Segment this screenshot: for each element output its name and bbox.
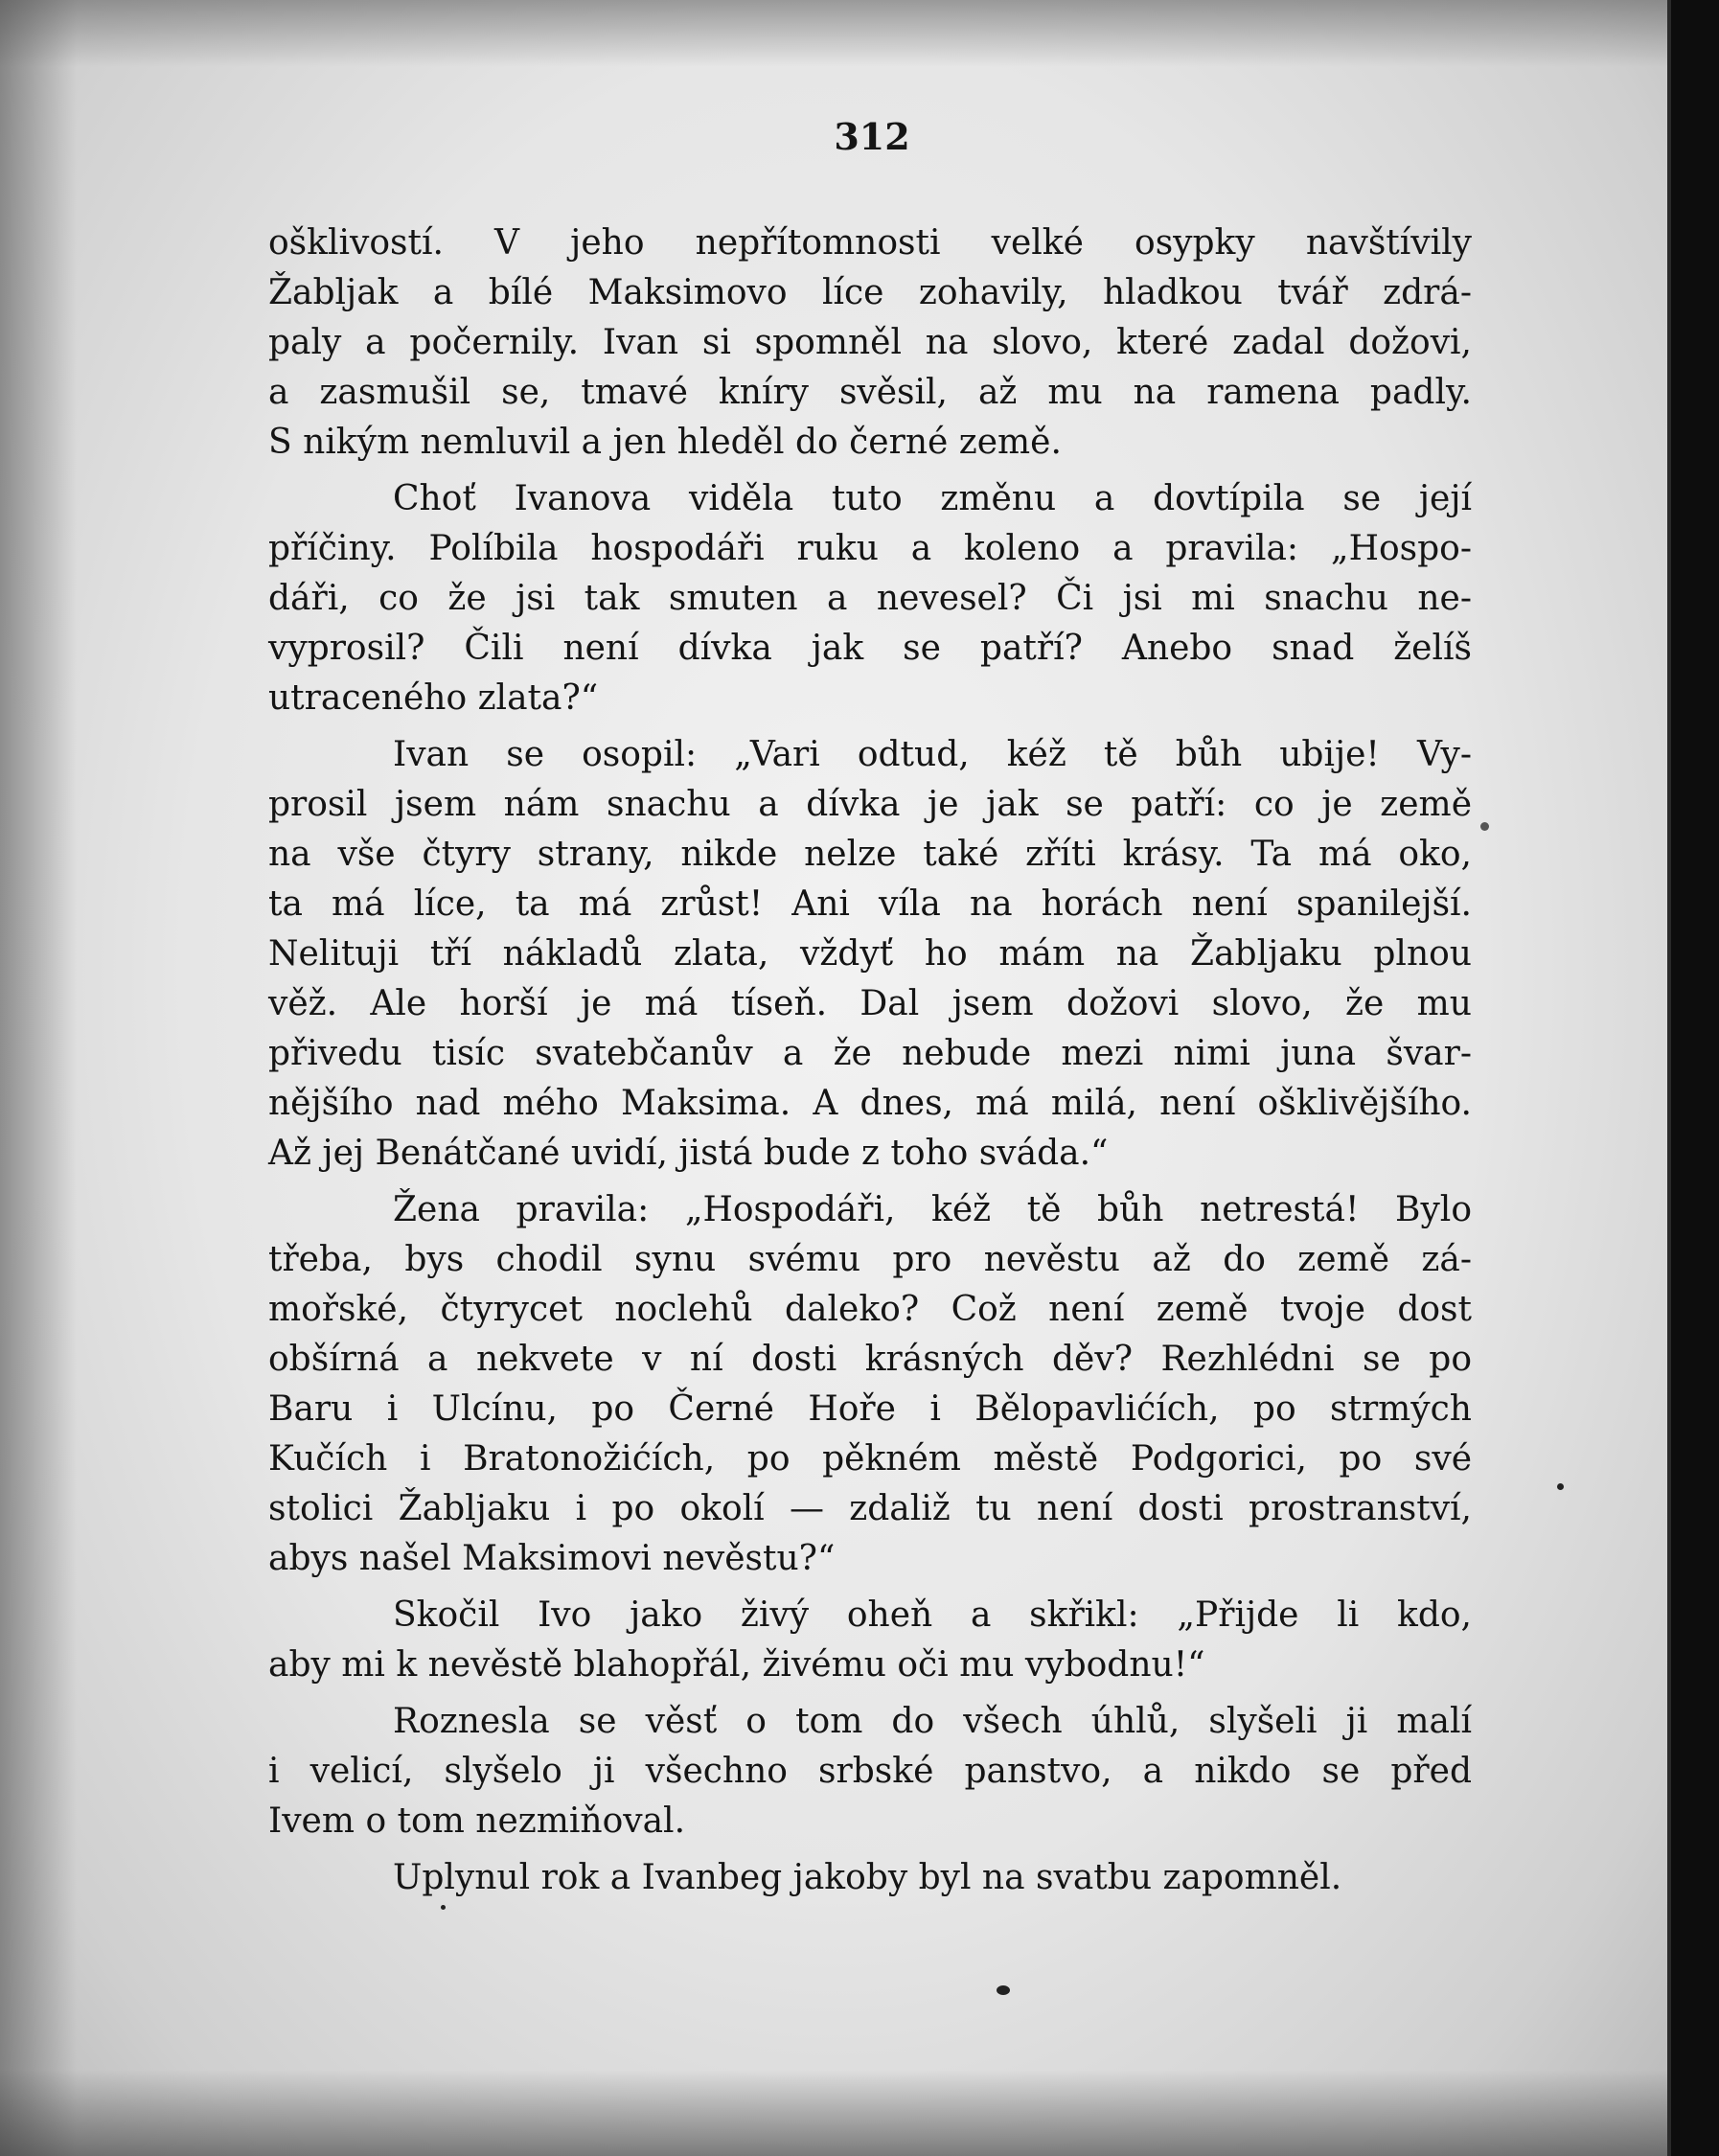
text-line: dáři, co že jsi tak smuten a nevesel? Či jsi mi snachu ne- (268, 579, 1472, 618)
text-line: stolici Žabljaku i po okolí — zdaliž tu není dosti prostranství, (268, 1489, 1472, 1528)
paragraph (268, 1185, 1472, 1584)
scan-border (1667, 0, 1719, 2156)
text-line: Uplynul rok a Ivanbeg jakoby byl na svatbu zapomněl. (393, 1858, 1342, 1897)
text-line: Žabljak a bílé Maksimovo líce zohavily, hladkou tvář zdrá- (268, 273, 1472, 312)
text-line: Žena pravila: „Hospodáři, kéž tě bůh netrestá! Bylo (393, 1190, 1472, 1229)
print-speck (1480, 822, 1489, 831)
text-line: Skočil Ivo jako živý oheň a skřikl: „Přijde li kdo, (393, 1595, 1472, 1635)
print-speck (997, 1985, 1010, 1995)
text-line: Až jej Benátčané uvidí, jistá bude z toho sváda.“ (268, 1134, 1109, 1173)
page-number: 312 (834, 115, 910, 158)
text-line: Ivem o tom nezmiňoval. (268, 1801, 686, 1841)
text-line: Kučích i Bratonožićích, po pěkném městě Podgorici, po své (268, 1439, 1472, 1479)
paragraph (268, 218, 1472, 468)
text-line: třeba, bys chodil synu svému pro nevěstu až do země zá- (268, 1240, 1472, 1279)
paragraph (268, 1697, 1472, 1846)
page-edge-shadow (0, 0, 77, 2156)
text-line: prosil jsem nám snachu a dívka je jak se patří: co je země (268, 785, 1472, 824)
text-line: Baru i Ulcínu, po Černé Hoře i Bělopavlićích, po strmých (268, 1389, 1472, 1429)
text-line: paly a počernily. Ivan si spomněl na slovo, které zadal dožovi, (268, 323, 1472, 362)
text-line: aby mi k nevěstě blahopřál, živému oči mu vybodnu!“ (268, 1645, 1205, 1685)
text-line: Nelituji tří nákladů zlata, vždyť ho mám na Žabljaku plnou (268, 934, 1472, 974)
text-line: vyprosil? Čili není dívka jak se patří? Anebo snad želíš (268, 629, 1472, 668)
text-line: a zasmušil se, tmavé kníry svěsil, až mu na ramena padly. (268, 373, 1472, 412)
text-line: abys našel Maksimovi nevěstu?“ (268, 1539, 836, 1578)
page-edge-shadow (0, 0, 1667, 67)
text-line: i velicí, slyšelo ji všechno srbské panstvo, a nikdo se před (268, 1752, 1472, 1791)
paragraph (268, 1591, 1472, 1690)
text-line: ošklivostí. V jeho nepřítomnosti velké osypky navštívily (268, 223, 1472, 263)
text-line: přivedu tisíc svatebčanův a že nebude mezi nimi juna švar- (268, 1034, 1472, 1073)
paragraph (268, 1853, 1472, 1903)
text-line: nějšího nad mého Maksima. A dnes, má milá, není ošklivějšího. (268, 1084, 1472, 1123)
paragraph (268, 730, 1472, 1179)
text-line: S nikým nemluvil a jen hleděl do černé země. (268, 423, 1062, 462)
print-speck (1557, 1483, 1564, 1490)
text-line: Roznesla se věsť o tom do všech úhlů, slyšeli ji malí (393, 1702, 1472, 1741)
text-line: mořské, čtyrycet noclehů daleko? Což není země tvoje dost (268, 1290, 1472, 1329)
print-speck (441, 1905, 446, 1910)
text-line: příčiny. Políbila hospodáři ruku a koleno a pravila: „Hospo- (268, 529, 1472, 568)
text-line: věž. Ale horší je má tíseň. Dal jsem dožovi slovo, že mu (268, 984, 1472, 1023)
page-edge-shadow (0, 2070, 1667, 2156)
text-line: Choť Ivanova viděla tuto změnu a dovtípila se její (393, 479, 1472, 518)
text-line: utraceného zlata?“ (268, 678, 599, 718)
text-line: Ivan se osopil: „Vari odtud, kéž tě bůh ubije! Vy- (393, 735, 1472, 774)
text-line: na vše čtyry strany, nikde nelze také zříti krásy. Ta má oko, (268, 835, 1472, 874)
text-line: ta má líce, ta má zrůst! Ani víla na horách není spanilejší. (268, 884, 1472, 924)
body-text (268, 218, 1472, 1910)
text-line: obšírná a nekvete v ní dosti krásných děv? Rezhlédni se po (268, 1340, 1472, 1379)
paragraph (268, 474, 1472, 723)
